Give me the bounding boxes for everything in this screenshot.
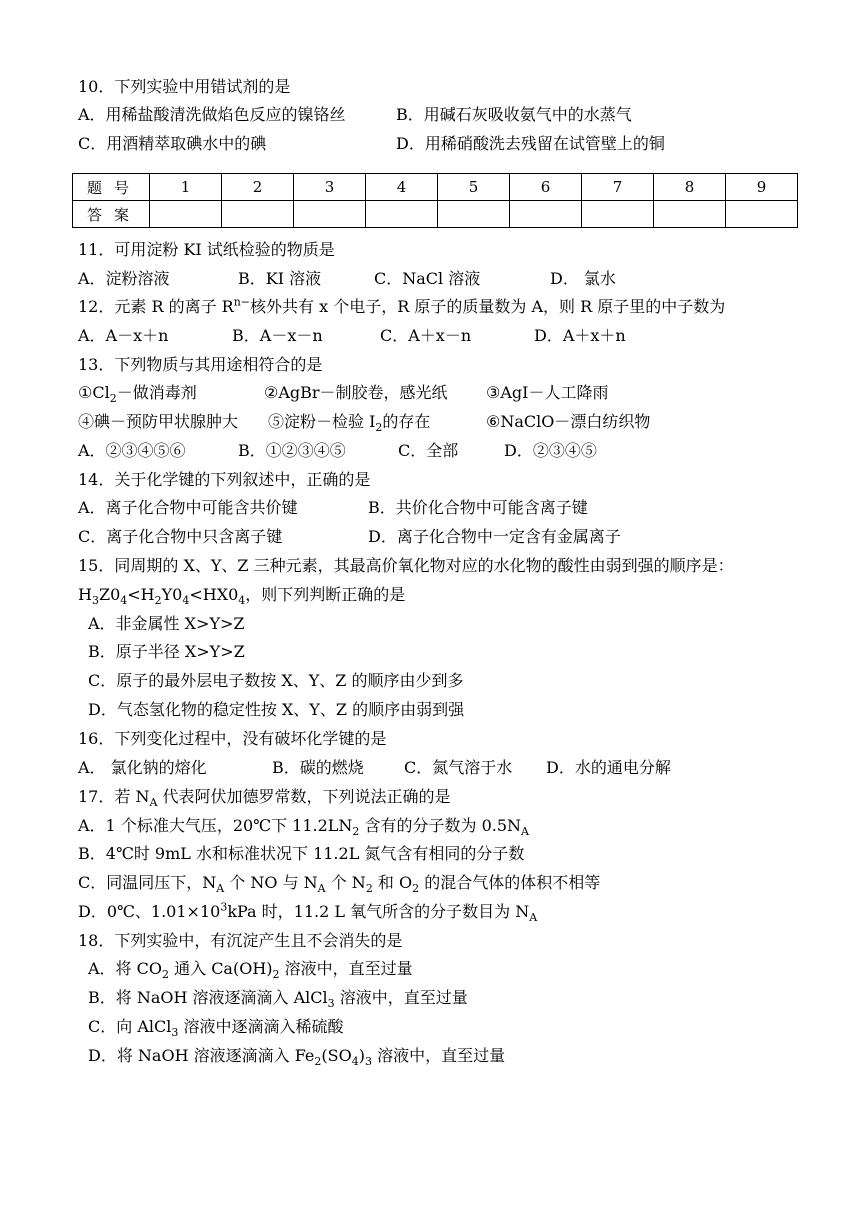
q17-stem-b: 代表阿伏加德罗常数，下列说法正确的是 bbox=[157, 787, 451, 806]
q13-item-5-a: ⑤淀粉－检验 I bbox=[268, 412, 376, 431]
answer-table-number-row bbox=[73, 174, 798, 201]
q18-c-part2: 溶液中逐滴滴入稀硫酸 bbox=[178, 1017, 344, 1036]
q17-c-sub4: 2 bbox=[412, 882, 420, 896]
q12-stem-text-b: 核外共有 x 个电子，R 原子的质量数为 A，则 R 原子里的中子数为 bbox=[250, 297, 726, 316]
answer-cell-9[interactable] bbox=[726, 201, 798, 228]
answer-cell-1[interactable] bbox=[150, 201, 222, 228]
q13-item-3: ③AgI－人工降雨 bbox=[486, 383, 609, 402]
q18-option-c bbox=[88, 1016, 343, 1038]
q17-a-part2: 含有的分子数为 0.5N bbox=[359, 816, 522, 835]
q17-c-part1: C．同温同压下，N bbox=[78, 873, 217, 892]
q18-a-sub2: 2 bbox=[272, 968, 280, 982]
q18-d-part3: ) bbox=[358, 1046, 365, 1065]
q12-option-b: B．A－x－n bbox=[232, 326, 323, 345]
q17-stem-sub: A bbox=[149, 796, 158, 810]
answer-cell-2[interactable] bbox=[222, 201, 294, 228]
q10-option-d: D．用稀硝酸洗去残留在试管壁上的铜 bbox=[396, 134, 665, 153]
q16-option-c: C．氮气溶于水 bbox=[404, 758, 513, 777]
q17-d-part1: D．0℃、1.01×10 bbox=[78, 902, 221, 921]
q18-a-sub1: 2 bbox=[162, 968, 170, 982]
q17-option-c bbox=[78, 872, 600, 894]
q18-option-b bbox=[88, 987, 468, 1009]
answer-cell-3[interactable] bbox=[294, 201, 366, 228]
table-number-2: 2 bbox=[222, 174, 294, 201]
q13-item-4: ④碘－预防甲状腺肿大 bbox=[78, 412, 239, 431]
table-number-6: 6 bbox=[510, 174, 582, 201]
q11-option-d: D． 氯水 bbox=[550, 269, 616, 288]
q12-option-a: A．A－x＋n bbox=[78, 326, 169, 345]
q18-b-part1: B．将 NaOH 溶液逐滴滴入 AlCl bbox=[88, 988, 328, 1007]
q18-b-part2: 溶液中，直至过量 bbox=[334, 988, 468, 1007]
q15-stem: 15．同周期的 X、Y、Z 三种元素，其最高价氧化物对应的水化物的酸性由弱到强的顺序是： bbox=[78, 556, 734, 575]
q15-option-d: D．气态氢化物的稳定性按 X、Y、Z 的顺序由弱到强 bbox=[88, 700, 465, 719]
q15-f1: H bbox=[78, 585, 92, 604]
q13-item-2: ②AgBr－制胶卷，感光纸 bbox=[264, 383, 448, 402]
q17-c-part4: 和 O bbox=[372, 873, 413, 892]
q11-option-b: B．KI 溶液 bbox=[238, 269, 322, 288]
q10-stem: 10．下列实验中用错试剂的是 bbox=[78, 77, 291, 96]
q11-stem: 11．可用淀粉 KI 试纸检验的物质是 bbox=[78, 240, 335, 259]
q14-option-b: B．共价化合物中可能含离子键 bbox=[368, 498, 588, 517]
q17-option-d bbox=[78, 901, 537, 923]
q17-stem-a: 17．若 N bbox=[78, 787, 150, 806]
q10-option-b: B．用碱石灰吸收氨气中的水蒸气 bbox=[396, 105, 632, 124]
q13-item-5-sub: 2 bbox=[375, 421, 383, 435]
q12-option-c: C．A＋x－n bbox=[380, 326, 472, 345]
q18-stem: 18．下列实验中，有沉淀产生且不会消失的是 bbox=[78, 931, 403, 950]
q11-option-c: C．NaCl 溶液 bbox=[374, 269, 481, 288]
q14-stem: 14．关于化学键的下列叙述中，正确的是 bbox=[78, 470, 371, 489]
table-number-3: 3 bbox=[294, 174, 366, 201]
q18-option-d bbox=[88, 1045, 505, 1067]
q17-d-sup: 3 bbox=[220, 900, 228, 914]
q12-stem bbox=[78, 296, 725, 318]
q12-stem-text-a: 12．元素 R 的离子 R bbox=[78, 297, 234, 316]
q11-option-a: A．淀粉溶液 bbox=[78, 269, 170, 288]
q17-stem bbox=[78, 786, 451, 808]
table-number-4: 4 bbox=[366, 174, 438, 201]
q13-item-6: ⑥NaClO－漂白纺织物 bbox=[486, 412, 651, 431]
q10-option-a: A．用稀盐酸清洗做焰色反应的镍铬丝 bbox=[78, 105, 346, 124]
q12-ion-charge: n− bbox=[233, 295, 251, 309]
table-header-number: 题号 bbox=[73, 174, 150, 201]
q17-c-part3: 个 N bbox=[325, 873, 366, 892]
q18-d-sub2: 4 bbox=[351, 1055, 359, 1069]
q18-option-a bbox=[88, 958, 413, 980]
q15-option-b: B．原子半径 X>Y>Z bbox=[88, 642, 245, 661]
q16-option-d: D．水的通电分解 bbox=[546, 758, 671, 777]
q16-option-b: B．碳的燃烧 bbox=[272, 758, 364, 777]
q15-f2: Z0 bbox=[98, 585, 121, 604]
q18-d-part4: 溶液中，直至过量 bbox=[371, 1046, 506, 1065]
answer-cell-5[interactable] bbox=[438, 201, 510, 228]
q13-item-5 bbox=[268, 411, 430, 433]
q17-c-sub2: A bbox=[317, 882, 326, 896]
q15-f1s: 3 bbox=[91, 594, 99, 608]
q17-d-sub: A bbox=[529, 911, 538, 925]
q13-option-d: D．②③④⑤ bbox=[504, 441, 597, 460]
q18-c-sub: 3 bbox=[171, 1026, 179, 1040]
q17-a-sub2: A bbox=[521, 825, 529, 839]
answer-cell-8[interactable] bbox=[654, 201, 726, 228]
q16-option-a: A． 氯化钠的熔化 bbox=[78, 758, 207, 777]
q15-f5: <HX0 bbox=[189, 585, 239, 604]
q15-f3: <H bbox=[127, 585, 155, 604]
q15-f3s: 2 bbox=[154, 594, 162, 608]
q17-a-sub1: 2 bbox=[352, 825, 360, 839]
q18-d-sub3: 3 bbox=[364, 1055, 372, 1069]
q13-stem: 13．下列物质与其用途相符合的是 bbox=[78, 355, 323, 374]
q18-b-sub: 3 bbox=[327, 997, 335, 1011]
table-number-5: 5 bbox=[438, 174, 510, 201]
q18-c-part1: C．向 AlCl bbox=[88, 1017, 172, 1036]
answer-table-answer-row bbox=[73, 201, 798, 228]
q15-option-a: A．非金属性 X>Y>Z bbox=[88, 614, 245, 633]
q15-f6: ，则下列判断正确的是 bbox=[245, 585, 406, 604]
q15-option-c: C．原子的最外层电子数按 X、Y、Z 的顺序由少到多 bbox=[88, 671, 464, 690]
q13-item-1-b: －做消毒剂 bbox=[116, 383, 197, 402]
answer-cell-4[interactable] bbox=[366, 201, 438, 228]
q13-item-1-sub: 2 bbox=[109, 392, 117, 406]
q15-formula bbox=[78, 584, 405, 606]
q15-f2s: 4 bbox=[120, 594, 128, 608]
q17-a-part1: A．1 个标准大气压，20℃下 11.2LN bbox=[78, 816, 353, 835]
table-number-9: 9 bbox=[726, 174, 798, 201]
table-number-7: 7 bbox=[582, 174, 654, 201]
table-number-1: 1 bbox=[150, 174, 222, 201]
q12-option-d: D．A＋x＋n bbox=[534, 326, 626, 345]
q13-item-1 bbox=[78, 382, 197, 404]
q10-option-c: C．用酒精萃取碘水中的碘 bbox=[78, 134, 267, 153]
q18-a-part3: 溶液中，直至过量 bbox=[279, 959, 413, 978]
q18-a-part1: A．将 CO bbox=[88, 959, 163, 978]
q17-c-sub3: 2 bbox=[365, 882, 373, 896]
answer-table bbox=[72, 173, 798, 228]
q14-option-d: D．离子化合物中一定含有金属离子 bbox=[368, 527, 621, 546]
q17-option-a bbox=[78, 815, 529, 837]
q13-option-a: A．②③④⑤⑥ bbox=[78, 441, 186, 460]
q13-item-1-a: ①Cl bbox=[78, 383, 110, 402]
q14-option-c: C．离子化合物中只含离子键 bbox=[78, 527, 283, 546]
q15-f4: Y0 bbox=[161, 585, 183, 604]
q18-d-part1: D．将 NaOH 溶液逐滴滴入 Fe bbox=[88, 1046, 315, 1065]
q13-option-b: B．①②③④⑤ bbox=[238, 441, 346, 460]
q17-c-part2: 个 NO 与 N bbox=[224, 873, 318, 892]
answer-cell-7[interactable] bbox=[582, 201, 654, 228]
q14-option-a: A．离子化合物中可能含共价键 bbox=[78, 498, 298, 517]
q17-c-part5: 的混合气体的体积不相等 bbox=[419, 873, 601, 892]
table-header-answer: 答案 bbox=[73, 201, 150, 228]
q18-a-part2: 通入 Ca(OH) bbox=[169, 959, 273, 978]
q17-d-part2: kPa 时，11.2 L 氧气所含的分子数目为 N bbox=[227, 902, 530, 921]
q16-stem: 16．下列变化过程中，没有破坏化学键的是 bbox=[78, 729, 387, 748]
q17-option-b: B．4℃时 9mL 水和标准状况下 11.2L 氮气含有相同的分子数 bbox=[78, 844, 525, 863]
q18-d-sub1: 2 bbox=[314, 1055, 322, 1069]
q15-f5s: 4 bbox=[238, 594, 246, 608]
q13-item-5-b: 的存在 bbox=[382, 412, 431, 431]
answer-cell-6[interactable] bbox=[510, 201, 582, 228]
q15-f4s: 4 bbox=[182, 594, 190, 608]
q17-c-sub1: A bbox=[216, 882, 225, 896]
q18-d-part2: (SO bbox=[321, 1046, 352, 1065]
q13-option-c: C．全部 bbox=[398, 441, 459, 460]
table-number-8: 8 bbox=[654, 174, 726, 201]
